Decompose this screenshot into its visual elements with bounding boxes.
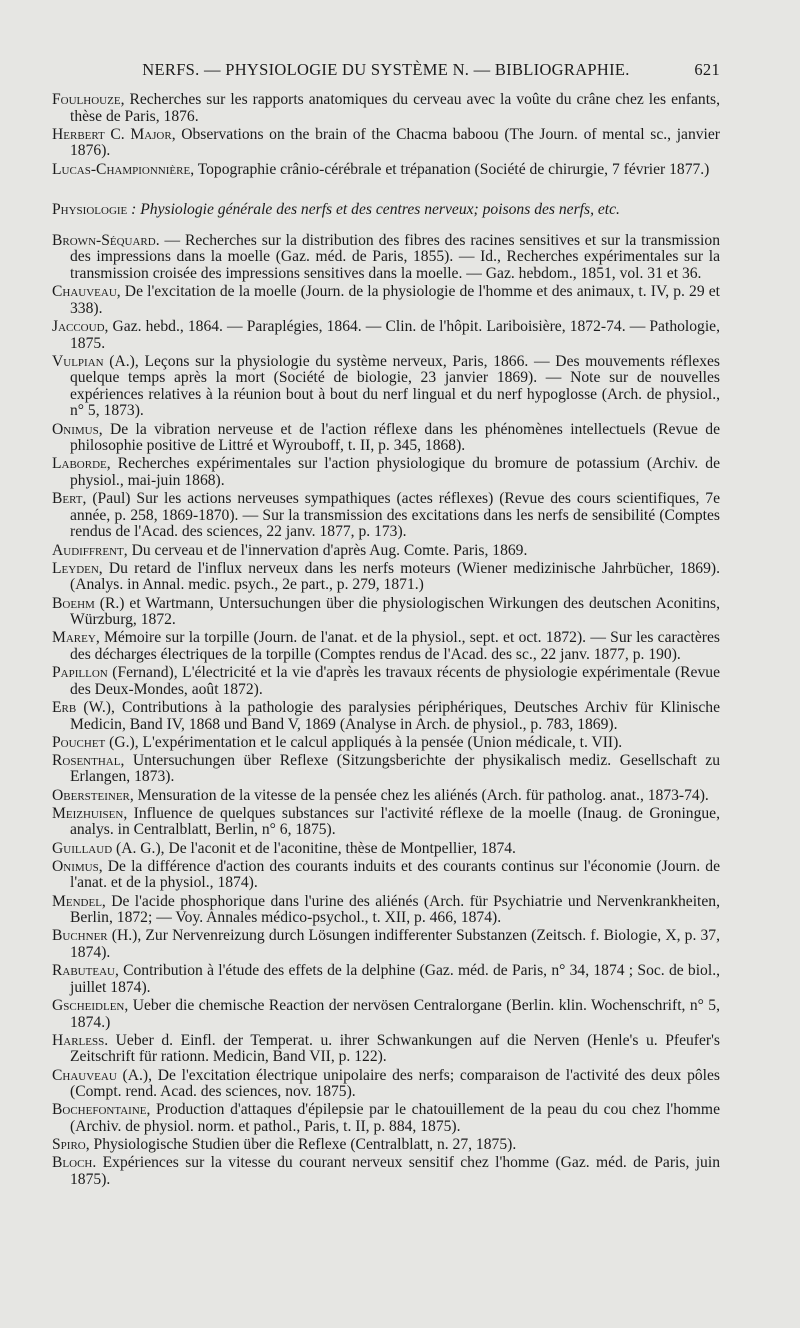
- running-title: NERFS. — PHYSIOLOGIE DU SYSTÈME N. — BIBLIOGRAPHIE.: [142, 60, 630, 79]
- entry-text: . — Recherches sur la distribution des fibres des racines sensitives et sur la transmission des impressions dans la moelle (Gaz. méd. de Paris, 1855). — Id., Recherches expérimentales sur la transmission croisée des impressions sensitives dans la moelle. — Gaz. hebdom., 1851, vol. 31 et 36.: [70, 231, 720, 282]
- bibliography-entry: [52, 859, 720, 892]
- bibliography-entry: [52, 284, 720, 317]
- bibliography-entry: [52, 319, 720, 352]
- entry-author: Erb: [52, 698, 77, 716]
- bibliography-entry: [52, 700, 720, 733]
- entry-author: Mendel: [52, 892, 102, 910]
- entry-author: Vulpian: [52, 352, 104, 370]
- entry-text: , Production d'attaques d'épilepsie par le chatouillement de la peau du cou chez l'homme (Archiv. de physiol. norm. et pathol., Paris, t. II, p. 884, 1875).: [70, 1101, 720, 1135]
- bibliography-entry: [52, 543, 720, 560]
- entry-text: (A. G.), De l'aconit et de l'aconitine, thèse de Montpellier, 1874.: [112, 839, 516, 857]
- entry-text: , Physiologische Studien über die Reflexe (Centralblatt, n. 27, 1875).: [85, 1136, 517, 1154]
- entry-author: Obersteiner: [52, 786, 130, 804]
- bibliography-entry: [52, 806, 720, 839]
- entry-text: , Observations on the brain of the Chacma baboou (The Journ. of mental sc., janvier 1876).: [70, 125, 720, 160]
- running-header: [52, 60, 720, 80]
- bibliography: [52, 92, 720, 1190]
- bibliography-entry: [52, 233, 720, 283]
- bibliography-block-physiology: [52, 233, 720, 1189]
- entry-author: Leyden: [52, 559, 99, 577]
- bibliography-entry: [52, 753, 720, 786]
- entry-text: , De l'excitation de la moelle (Journ. de la physiologie de l'homme et des animaux, t. IV, p. 29 et 338).: [70, 283, 720, 317]
- entry-text: (A.), Leçons sur la physiologie du système nerveux, Paris, 1866. — Des mouvements réflexes quelque temps après la mort (Société de biologie, 23 janvier 1869). — Note sur de nouvelles expériences relatives à la réunion bout à bout du nerf lingual et du nerf hypoglosse (Arch. de physiol., n° 5, 1873).: [70, 352, 720, 420]
- bibliography-entry: [52, 422, 720, 455]
- section-heading: [52, 202, 720, 219]
- entry-text: , De la vibration nerveuse et de l'action réflexe dans les phénomènes intellectuels (Revue de philosophie positive de Littré et Wyrouboff, t. II, p. 345, 1868).: [70, 420, 720, 455]
- entry-text: (W.), Contributions à la pathologie des paralysies périphériques, Deutsches Archiv für Klinische Medicin, Band IV, 1868 und Band V, 1869 (Analyse in Arch. de physiol., p. 783, 1869).: [70, 698, 720, 733]
- entry-author: Laborde: [52, 455, 107, 473]
- page-number: 621: [694, 60, 720, 79]
- bibliography-entry: [52, 630, 720, 663]
- bibliography-entry: [52, 1155, 720, 1188]
- entry-text: , Ueber die chemische Reaction der nervösen Centralorgane (Berlin. klin. Wochenschrift, n° 5, 1874.): [70, 996, 720, 1031]
- bibliography-entry: [52, 841, 720, 858]
- entry-author: Audiffrent: [52, 541, 124, 559]
- bibliography-entry: [52, 788, 720, 805]
- entry-text: , De l'acide phosphorique dans l'urine des aliénés (Arch. für Psychiatrie und Nervenkrankheiten, Berlin, 1872; — Voy. Annales médico-psychol., t. XII, p. 466, 1874).: [70, 892, 720, 927]
- entry-author: Gscheidlen: [52, 996, 125, 1014]
- entry-author: Rosenthal: [52, 751, 121, 769]
- entry-text: (H.), Zur Nervenreizung durch Lösungen indifferenter Substanzen (Zeitsch. f. Biologie, X, p. 37, 1874).: [70, 927, 720, 961]
- bibliography-entry: [52, 92, 720, 125]
- entry-text: , Mensuration de la vitesse de la pensée chez les aliénés (Arch. für patholog. anat., 1873-74).: [129, 786, 709, 804]
- section-subject: : Physiologie générale des nerfs et des centres nerveux; poisons des nerfs, etc.: [127, 201, 620, 219]
- bibliography-entry: [52, 928, 720, 961]
- bibliography-entry: [52, 1137, 720, 1154]
- entry-author: Onimus: [52, 857, 99, 875]
- entry-text: (Fernand), L'électricité et la vie d'après les travaux récents de physiologie expérimentale (Revue des Deux-Mondes, août 1872).: [70, 664, 720, 698]
- bibliography-entry: [52, 561, 720, 594]
- entry-text: , Gaz. hebd., 1864. — Paraplégies, 1864. — Clin. de l'hôpit. Lariboisière, 1872-74. — Pathologie, 1875.: [70, 317, 720, 352]
- entry-author: Chauveau: [52, 1066, 117, 1084]
- entry-text: , Influence de quelques substances sur l'activité réflexe de la moelle (Inaug. de Groningue, analys. in Centralblatt, Berlin, n° 6, 1875).: [70, 804, 720, 839]
- entry-author: Pouchet: [52, 733, 106, 751]
- bibliography-entry: [52, 127, 720, 160]
- bibliography-entry: [52, 735, 720, 752]
- entry-author: Brown-Séquard: [52, 231, 156, 249]
- bibliography-block-anatomy: [52, 92, 720, 178]
- entry-author: Boehm: [52, 594, 95, 612]
- entry-text: . Expériences sur la vitesse du courant nerveux sensitif chez l'homme (Gaz. méd. de Paris, juin 1875).: [70, 1154, 720, 1188]
- entry-text: (G.), L'expérimentation et le calcul appliqués à la pensée (Union médicale, t. VII).: [105, 733, 623, 751]
- bibliography-entry: [52, 1033, 720, 1066]
- entry-text: , De la différence d'action des courants induits et des courants continus sur l'économie (Journ. de l'anat. et de la physiol., 1874).: [70, 857, 720, 892]
- bibliography-entry: [52, 162, 720, 179]
- entry-author: Papillon: [52, 664, 108, 682]
- entry-text: , Du retard de l'influx nerveux dans les nerfs moteurs (Wiener medizinische Jahrbücher, 1869). (Analys. in Annal. medic. psych., 2e part., p. 279, 1871.): [70, 559, 720, 594]
- entry-author: Foulhouze: [52, 91, 121, 108]
- entry-author: Lucas-Championnière: [52, 160, 191, 178]
- bibliography-entry: [52, 1102, 720, 1135]
- entry-text: , Topographie crânio-cérébrale et trépanation (Société de chirurgie, 7 février 1877.): [190, 160, 710, 178]
- bibliography-entry: [52, 963, 720, 996]
- entry-author: Harless: [52, 1031, 105, 1049]
- entry-author: Bochefontaine: [52, 1101, 147, 1119]
- entry-author: Marey: [52, 629, 96, 647]
- bibliography-entry: [52, 354, 720, 420]
- entry-author: Chauveau: [52, 283, 117, 301]
- entry-text: (R.) et Wartmann, Untersuchungen über die physiologischen Wirkungen des deutschen Aconitins, Würzburg, 1872.: [70, 594, 720, 629]
- bibliography-entry: [52, 894, 720, 927]
- entry-text: , Recherches sur les rapports anatomiques du cerveau avec la voûte du crâne chez les enfants, thèse de Paris, 1876.: [70, 91, 720, 125]
- bibliography-entry: [52, 1068, 720, 1101]
- entry-text: , Contribution à l'étude des effets de la delphine (Gaz. méd. de Paris, n° 34, 1874 ; Soc. de biol., juillet 1874).: [70, 962, 720, 996]
- entry-text: , Mémoire sur la torpille (Journ. de l'anat. et de la physiol., sept. et oct. 1872). — Sur les caractères des décharges électriques de la torpille (Comptes rendus de l'Acad. des sc., 22 janv. 1877, p. 190).: [70, 629, 720, 663]
- bibliography-entry: [52, 491, 720, 541]
- entry-author: Rabuteau: [52, 962, 115, 980]
- section-label: Physiologie: [52, 201, 128, 219]
- entry-author: Bloch: [52, 1154, 93, 1172]
- bibliography-entry: [52, 456, 720, 489]
- entry-author: Spiro: [52, 1136, 86, 1154]
- entry-author: Guillaud: [52, 839, 113, 857]
- entry-author: Herbert C. Major: [52, 125, 172, 143]
- entry-text: , Untersuchungen über Reflexe (Sitzungsberichte der physikalisch mediz. Gesellschaft zu Erlangen, 1873).: [70, 751, 720, 786]
- bibliography-entry: [52, 998, 720, 1031]
- entry-text: , (Paul) Sur les actions nerveuses sympathiques (actes réflexes) (Revue des cours scientifiques, 7e année, p. 258, 1869-1870). — Sur la transmission des excitations dans les nerfs de sensibilité (Comptes rendus de l'Acad. des sciences, 22 janv. 1877, p. 173).: [70, 490, 720, 541]
- entry-author: Buchner: [52, 927, 108, 945]
- entry-author: Meizhuisen: [52, 804, 124, 822]
- entry-author: Bert: [52, 490, 83, 508]
- entry-author: Onimus: [52, 420, 99, 438]
- entry-text: (A.), De l'excitation électrique unipolaire des nerfs; comparaison de l'activité des deux pôles (Compt. rend. Acad. des sciences, nov. 1875).: [70, 1066, 720, 1101]
- bibliography-entry: [52, 596, 720, 629]
- bibliography-entry: [52, 665, 720, 698]
- entry-text: , Recherches expérimentales sur l'action physiologique du bromure de potassium (Archiv. de physiol., mai-juin 1868).: [70, 455, 720, 490]
- entry-text: . Ueber d. Einfl. der Temperat. u. ihrer Schwankungen auf die Nerven (Henle's u. Pfeufer's Zeitschrift für rationn. Medicin, Band VII, p. 122).: [70, 1031, 720, 1066]
- entry-text: , Du cerveau et de l'innervation d'après Aug. Comte. Paris, 1869.: [123, 541, 528, 559]
- entry-author: Jaccoud: [52, 317, 105, 335]
